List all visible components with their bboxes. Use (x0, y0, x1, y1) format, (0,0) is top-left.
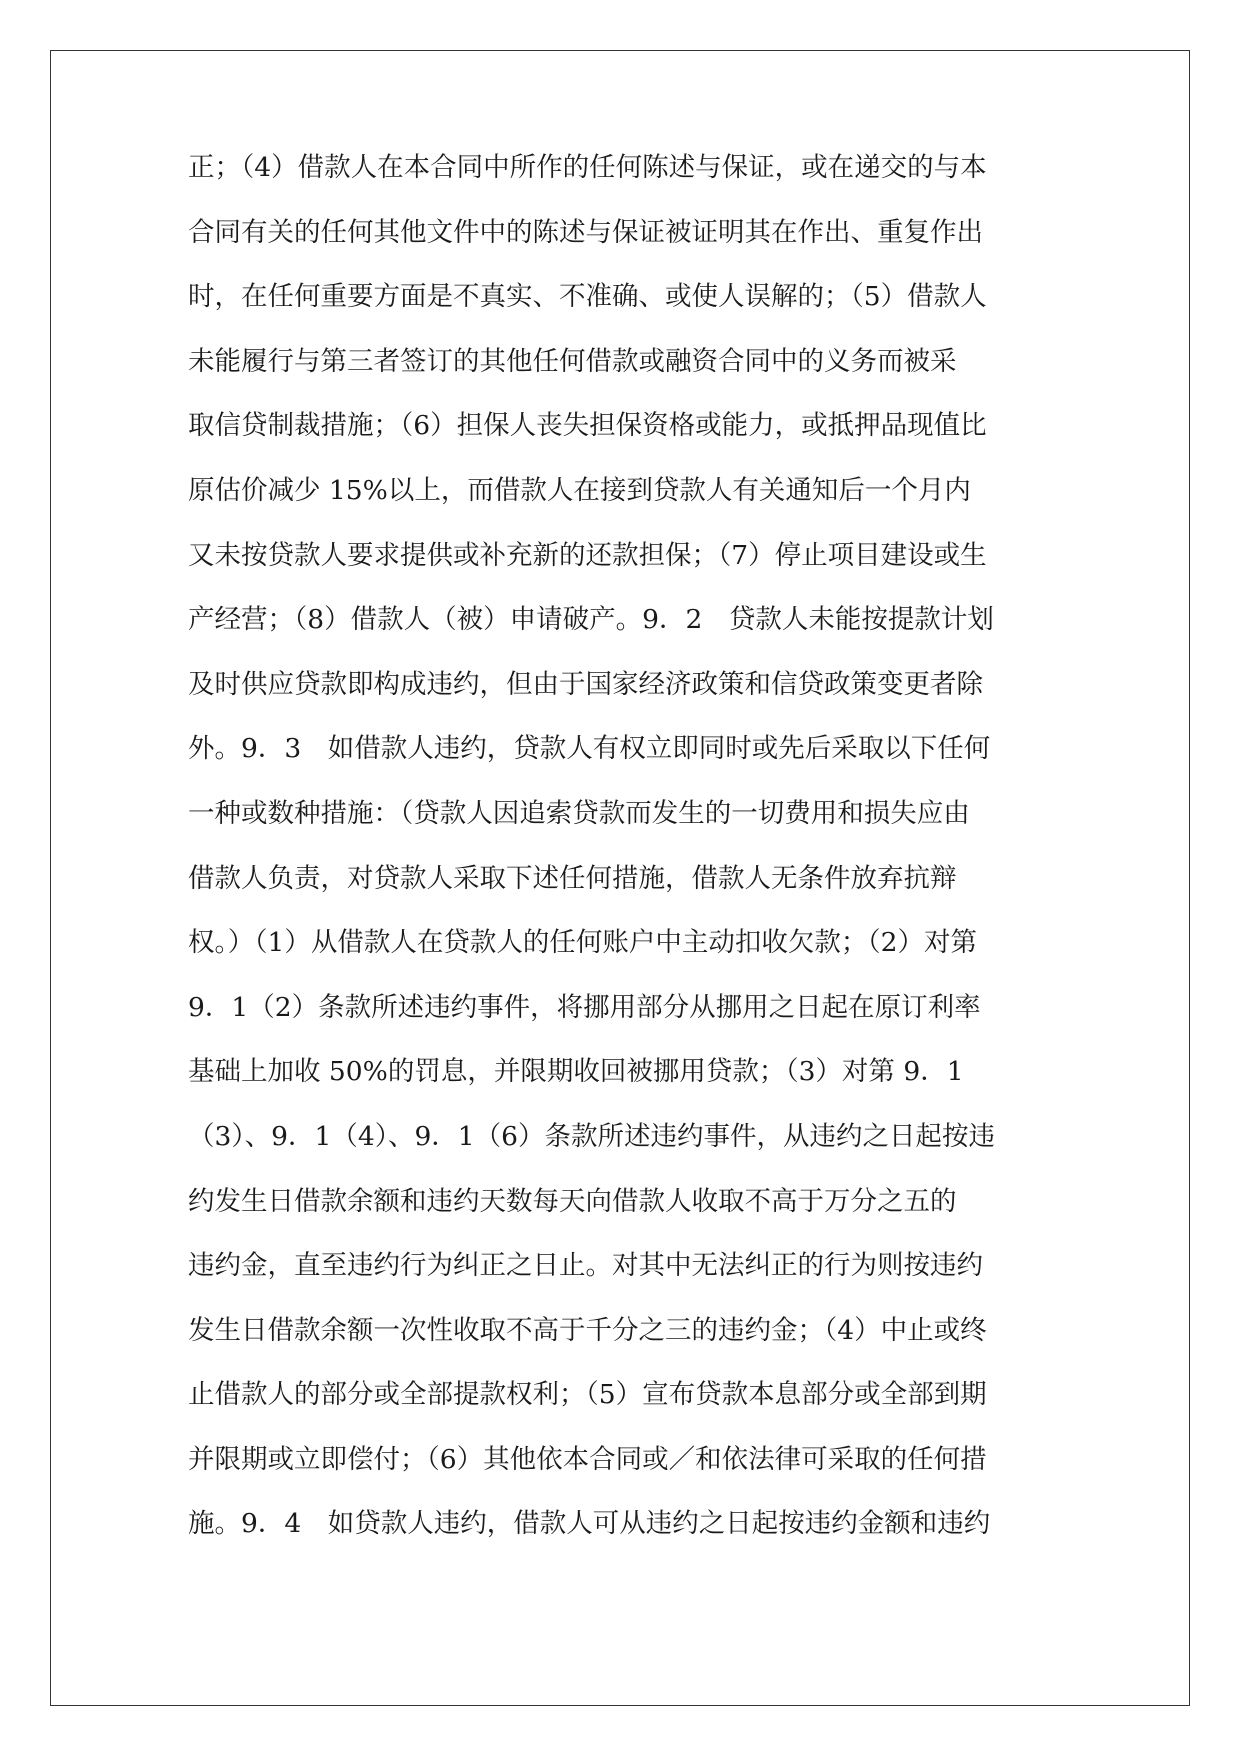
text-line: 原估价减少 15%以上，而借款人在接到贷款人有关通知后一个月内 (188, 474, 971, 506)
text-line: 止借款人的部分或全部提款权利；（5）宣布贷款本息部分或全部到期 (188, 1379, 987, 1411)
text-line: 施。9．4 如贷款人违约，借款人可从违约之日起按违约金额和违约 (188, 1508, 991, 1540)
text-line: 取信贷制裁措施；（6）担保人丧失担保资格或能力，或抵押品现值比 (188, 410, 987, 442)
text-line: 一种或数种措施：（贷款人因追索贷款而发生的一切费用和损失应由 (188, 797, 970, 829)
text-line: 合同有关的任何其他文件中的陈述与保证被证明其在作出、重复作出 (188, 216, 983, 248)
text-line: 产经营；（8）借款人（被）申请破产。9．2 贷款人未能按提款计划 (188, 604, 994, 636)
text-line: 发生日借款余额一次性收取不高于千分之三的违约金；（4）中止或终 (188, 1314, 987, 1346)
text-line: 违约金，直至违约行为纠正之日止。对其中无法纠正的行为则按违约 (188, 1250, 983, 1282)
text-line: 约发生日借款余额和违约天数每天向借款人收取不高于万分之五的 (188, 1185, 957, 1217)
text-line: 基础上加收 50%的罚息，并限期收回被挪用贷款；（3）对第 9．1 (188, 1056, 964, 1088)
text-line: （3）、9．1（4）、9．1（6）条款所述违约事件，从违约之日起按违 (188, 1120, 996, 1152)
text-line: 并限期或立即偿付；（6）其他依本合同或／和依法律可采取的任何措 (188, 1443, 987, 1475)
text-line: 权。）（1）从借款人在贷款人的任何账户中主动扣收欠款；（2）对第 (188, 927, 977, 959)
document-body (188, 136, 1068, 1557)
text-line: 外。9．3 如借款人违约，贷款人有权立即同时或先后采取以下任何 (188, 733, 991, 765)
text-line: 9．1（2）条款所述违约事件，将挪用部分从挪用之日起在原订利率 (188, 991, 981, 1023)
text-line: 正；（4）借款人在本合同中所作的任何陈述与保证，或在递交的与本 (188, 152, 987, 183)
text-line: 时，在任何重要方面是不真实、不准确、或使人误解的；（5）借款人 (188, 281, 987, 313)
text-line: 未能履行与第三者签订的其他任何借款或融资合同中的义务而被采 (188, 345, 957, 377)
text-line: 借款人负责，对贷款人采取下述任何措施，借款人无条件放弃抗辩 (188, 862, 957, 894)
text-line: 及时供应贷款即构成违约，但由于国家经济政策和信贷政策变更者除 (188, 668, 983, 700)
text-line: 又未按贷款人要求提供或补充新的还款担保；（7）停止项目建设或生 (188, 539, 987, 571)
